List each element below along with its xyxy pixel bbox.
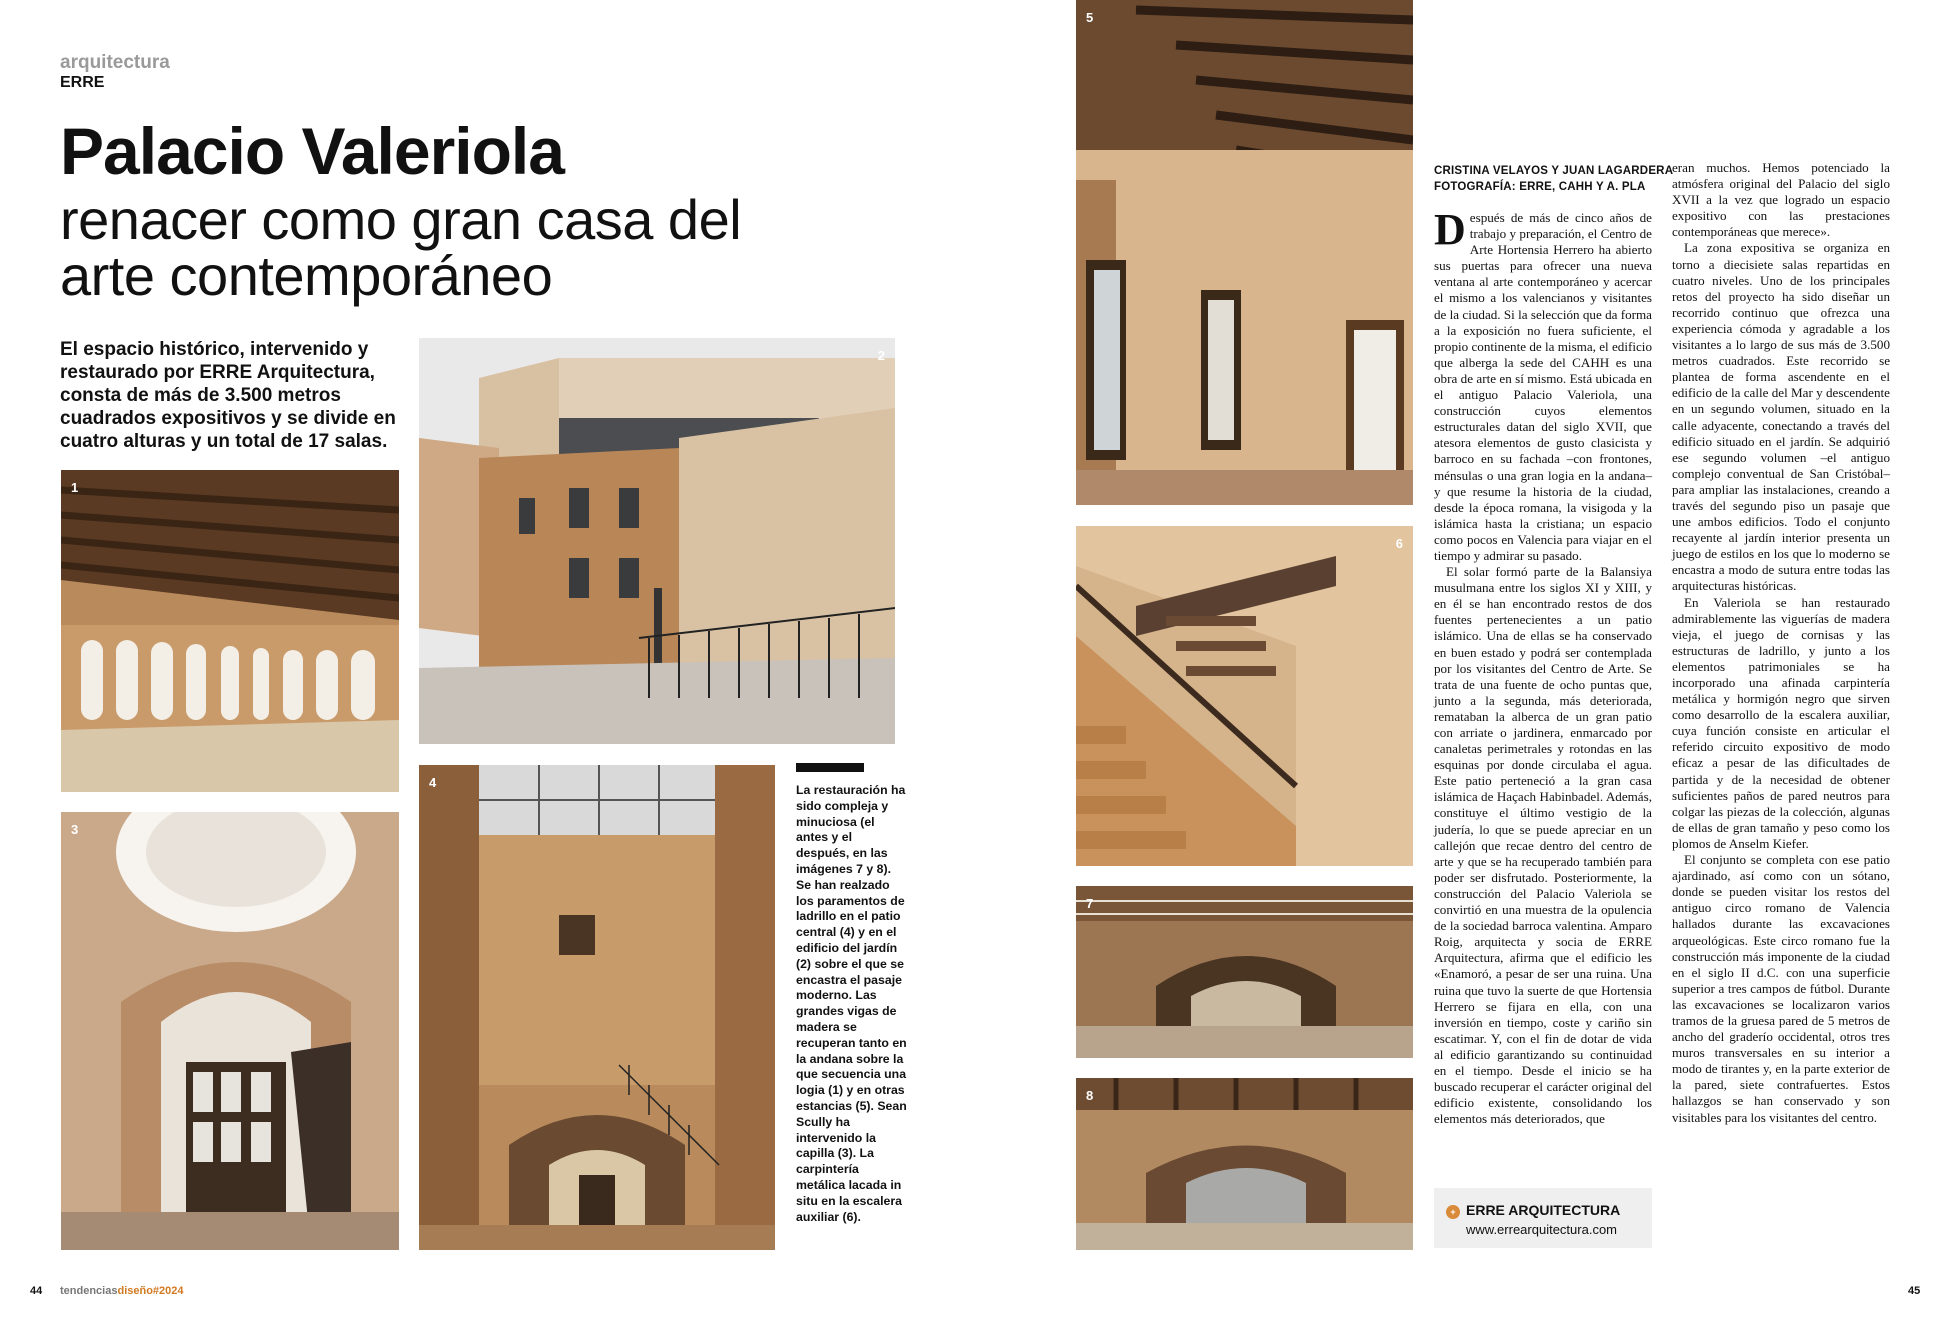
brand-part: #2024 [152, 1285, 184, 1297]
body-column-1 [1434, 205, 1652, 1127]
page-subtitle: renacer como gran casa del arte contemporáneo [60, 188, 742, 307]
body-paragraph: eran muchos. Hemos potenciado la atmósfera original del Palacio del siglo XVII a la vez que logrado un espacio expositivo con las prestaciones contemporáneas que merece». [1672, 160, 1890, 240]
caption-rule [796, 763, 864, 772]
photo-number: 1 [71, 480, 79, 495]
photo-number: 8 [1086, 1088, 1094, 1103]
photo-2-courtyard [419, 338, 895, 744]
photo-7-before [1076, 886, 1413, 1058]
body-text: espués de más de cinco años de trabajo y preparación, el Centro de Arte Hortensia Herrero ha abierto sus puertas para ofrecer una nueva ventana al arte contemporáneo y acercar el mismo a los valencianos y visitantes de la ciudad. Si la selección que da forma a la exposición no fuera suficiente, el propio continente de la misma, el edificio que alberga la sede del CAHH es una obra de arte en sí mismo. Está ubicada en el antiguo Palacio Valeriola, una construcción cuyos elementos estructurales datan del siglo XVII, que atesora elementos de gusto clasicista y barroco en su fachada –con frontones, ménsulas o una gran logia en la andana– y que resume la historia de la ciudad, desde la época romana, la visigoda y la islámica hasta la cristiana; un espacio como pocos en Valencia para viajar en el tiempo y admirar su pasado. [1434, 210, 1652, 563]
section-label: arquitectura [60, 52, 170, 73]
magazine-brand [60, 1285, 184, 1297]
page-number-right: 45 [1908, 1285, 1921, 1297]
studio-label: ERRE [60, 74, 105, 91]
photo-number: 4 [429, 775, 437, 790]
page-number-left: 44 [30, 1285, 43, 1297]
photo-number: 5 [1086, 10, 1094, 25]
lead-paragraph: El espacio histórico, intervenido y restaurado por ERRE Arquitectura, consta de más de 3.500 metros cuadrados expositivos y se divide en cuatro alturas y un total de 17 salas. [60, 339, 396, 452]
body-paragraph: El conjunto se completa con ese patio ajardinado, así como con un sótano, donde se pueden visitar los restos del antiguo circo romano de Valencia hallados durante las excavaciones arqueológicas. Este circo romano fue la construcción más imponente de la ciudad en el siglo II d.C. con una superficie superior a tres campos de fútbol. Durante las excavaciones se localizaron varios tramos de la gruesa pared de 5 metros de ancho del graderío occidental, otros tres muros transversales en su interior a modo de tirantes y, en la parte exterior de la pared, siete contrafuertes. Estos hallazgos se han conservado y son visitables para los visitantes del centro. [1672, 852, 1890, 1125]
page-title: Palacio Valeriola [60, 114, 564, 188]
brand-part: tendencias [60, 1285, 118, 1297]
body-column-2 [1672, 160, 1890, 1126]
studio-website-link[interactable]: www.errearquitectura.com [1466, 1222, 1617, 1237]
body-paragraph [1434, 205, 1652, 564]
byline-authors: CRISTINA VELAYOS Y JUAN LAGARDERA [1434, 165, 1674, 177]
photo-number: 7 [1086, 896, 1094, 911]
photo-5-hall [1076, 0, 1413, 505]
photo-number: 2 [877, 348, 885, 363]
photo-caption: La restauración ha sido compleja y minuciosa (el antes y el después, en las imágenes 7 y 8). Se han realzado los paramentos de ladrillo en el patio central (4) y en el edificio del jardín (2) sobre el que se encastra el pasaje moderno. Las grandes vigas de madera se recuperan tanto en la andana sobre la que secuencia una logia (1) y en otras estancias (5). Sean Scully ha intervenido la capilla (3). La carpintería metálica lacada in situ en la escalera auxiliar (6). [796, 783, 907, 1224]
byline-photo-credit: FOTOGRAFÍA: ERRE, CAHH Y A. PLA [1434, 181, 1646, 193]
studio-info-box [1434, 1188, 1652, 1248]
studio-name: ERRE ARQUITECTURA [1466, 1202, 1621, 1218]
brand-part: diseño [117, 1285, 153, 1297]
body-paragraph: En Valeriola se han restaurado admirablemente las viguerías de madera vieja, el juego de cornisas y las estructuras de ladrillo, y junto a los elementos patrimoniales se ha incorporado una afinada carpintería metálica y hormigón negro que sirven como desarrollo de la escalera auxiliar, cuya función consiste en articular el referido circuito expositivo de modo eficaz a pesar de las dificultades de partida y de la necesidad de obtener suficientes paños de pared neutros para colgar las piezas de la colección, algunas de ellas de gran tamaño y peso como los plomos de Anselm Kiefer. [1672, 594, 1890, 851]
photo-number: 6 [1395, 536, 1403, 551]
erre-logo-icon: + [1446, 1205, 1460, 1219]
dropcap: D [1434, 205, 1466, 254]
photo-4-patio [419, 765, 775, 1250]
photo-3-chapel [61, 812, 399, 1250]
photo-6-stair [1076, 526, 1413, 866]
photo-8-after [1076, 1078, 1413, 1250]
byline [1434, 163, 1673, 195]
body-paragraph: El solar formó parte de la Balansiya musulmana entre los siglos XI y XIII, y en él se han encontrado restos de dos fuentes pertenecientes a un patio islámico. Una de ellas se ha conservado en buen estado y podrá ser contemplada por los visitantes del Centro de Arte. Se trata de una fuente de ocho puntas que, junto a la segunda, más deteriorada, remataban la alberca de un gran patio con arriate o jardinera, enmarcado por canaletas perimetrales y rotondas en las esquinas por donde circulaba el agua. Este patio perteneció a la gran casa islámica de Haçach Habinbadel. Además, constituye el último vestigio de la judería, lo que se puede apreciar en un callejón que recae dentro del centro de arte y que se ha recuperado también para poder ser disfrutado. Posteriormente, la construcción del Palacio Valeriola se convirtió en una muestra de la opulencia de la sociedad barroca valentina. Amparo Roig, arquitecta y socia de ERRE Arquitectura, afirma que el edificio les «Enamoró, a pesar de ser una ruina. Una ruina que tuvo la suerte de que Hortensia Herrero se fijara en ella, con una inversión en tiempo, coste y cariño sin escatimar. Y, con el fin de dotar de vida al edificio garantizando su continuidad en el tiempo. Desde el inicio se ha buscado recuperar el carácter original del edificio existente, consolidando los elementos más deteriorados, que [1434, 564, 1652, 1127]
photo-1-loggia [61, 470, 399, 792]
body-paragraph: La zona expositiva se organiza en torno a diecisiete salas repartidas en cuatro niveles. Uno de los principales retos del proyecto ha sido diseñar un recorrido continuo que ofrezca una experiencia cómoda y agradable a los visitantes a lo largo de sus más de 3.500 metros cuadrados. Este recorrido se plantea de forma ascendente en el edificio de la calle del Mar y descendente en un segundo volumen, situado en la calle adyacente, conectando a través del edificio situado en el jardín. Se adquirió ese segundo volumen –el antiguo complejo conventual de San Cristóbal– para ampliar las instalaciones, creando a través del segundo piso un pasaje que une ambos edificios. Todo el conjunto recayente al jardín interior presenta un juego de estilos en los que lo moderno se encastra a modo de sutura entre todas las arquitecturas históricas. [1672, 240, 1890, 594]
photo-number: 3 [71, 822, 79, 837]
